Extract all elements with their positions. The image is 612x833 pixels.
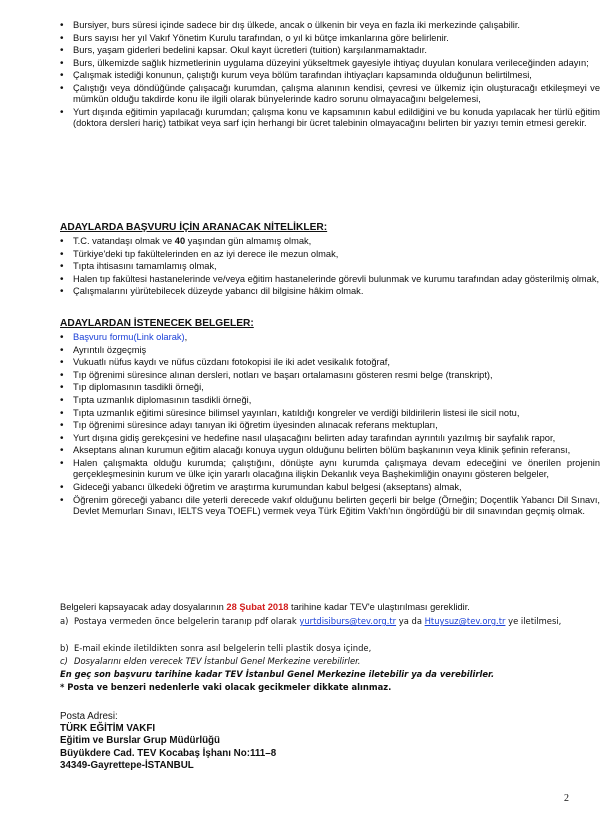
qualifications-list: [60, 236, 600, 299]
address-line: Eğitim ve Burslar Grup Müdürlüğü: [60, 735, 221, 747]
item-text: ,: [184, 332, 188, 342]
list-item: • Akseptans alınan kurumun eğitim alacağı konuya uygun olduğunu belirten bölüm başkanının veya klinik şefinin referansı,: [60, 445, 600, 456]
list-item: • Yurt dışına gidiş gerekçesini ve hedefine nasıl ulaşacağını belirten aday tarafından ayrıntılı yazılmış bir sayfalık rapor,: [60, 433, 600, 444]
list-item: • Tıpta ihtisasını tamamlamış olmak,: [60, 261, 600, 272]
documents-list: [60, 332, 600, 519]
option-text: E-mail ekinde iletildikten sonra asıl belgelerin telli plastik dosya içinde,: [74, 643, 372, 653]
list-item: • Halen tıp fakültesi hastanelerinde ve/veya eğitim hastanelerinde görevli bulunmak ve kurumu tarafından aday gösterilmiş olmak,: [60, 274, 600, 285]
final-deadline-note: En geç son başvuru tarihine kadar TEV İstanbul Genel Merkezine iletebilir ya da verebilirler.: [60, 669, 495, 679]
option-label: b): [60, 643, 69, 653]
list-item: • Ayrıntılı özgeçmiş: [60, 345, 600, 356]
list-item: • Halen çalışmakta olduğu kurumda; çalıştığını, dönüşte aynı kurumda çalışmaya devam edeceğini ve önerilen projenin gerçekleşmesinin kurum ve ülke için yararlı olacağına ilişkin Dekanlık veya Başhekimliğin onayını gösteren belgeler,: [60, 458, 600, 481]
option-label: a): [60, 616, 69, 626]
list-item: • Öğrenim göreceği yabancı dile yeterli derecede vakıf olduğunu belirten geçerli bir belge (Örneğin; Doçentlik Yabancı Dil Sınavı, Devlet Memurları Sınavı, IELTS veya TOEFL) vermek veya Türk Eğitim Vakfı'nın öngördüğü bir dil sınavından geçmiş olmak.: [60, 495, 600, 518]
email-link-yurtdisiburs[interactable]: yurtdisiburs@tev.org.tr: [299, 616, 397, 626]
address-line: 34349-Gayrettepe-İSTANBUL: [60, 759, 194, 771]
application-form-link[interactable]: Başvuru formu(Link olarak): [73, 332, 185, 342]
postal-address: [60, 711, 276, 772]
option-text: Dosyalarını elden verecek TEV İstanbul Genel Merkezine verebilirler.: [74, 656, 361, 666]
list-item: • Bursiyer, burs süresi içinde sadece bir dış ülkede, ancak o ülkenin bir veya en fazla iki merkezinde çalışabilir.: [60, 20, 600, 31]
list-item: • Tıp öğrenimi süresince adayı tanıyan iki öğretim üyesinden alınacak referans mektupları,: [60, 420, 600, 431]
list-item: • Burs, yaşam giderleri bedelini kapsar. Okul kayıt ücretleri (tuition) karşılanmamaktadır.: [60, 45, 600, 56]
submission-option-a: [60, 616, 600, 627]
qualifications-heading: ADAYLARDA BAŞVURU İÇİN ARANACAK NİTELİKLER:: [60, 222, 328, 233]
option-text: ye iletilmesi,: [505, 616, 562, 626]
list-item: • Tıpta uzmanlık diplomasının tasdikli örneği,: [60, 395, 600, 406]
address-line: TÜRK EĞİTİM VAKFI: [60, 723, 156, 735]
email-link-htuysuz[interactable]: Htuysuz@tev.org.tr: [424, 616, 506, 626]
deadline-text: Belgeleri kapsayacak aday dosyalarının: [60, 602, 227, 612]
documents-heading: ADAYLARDAN İSTENECEK BELGELER:: [60, 318, 254, 329]
list-item: • Yurt dışında eğitimin yapılacağı kurumdan; çalışma konu ve kapsamının kabul edildiğini ve bu konuda yapılacak her türlü eğitim (doktora dersleri hariç) tatbikat veya sarf için herhangi bir ücret talebinin olmayacağını belirten bir yazıyı temin etmesi gerekir.: [60, 107, 600, 130]
list-item: • Çalışmak istediği konunun, çalıştığı kurum veya bölüm tarafından ihtiyaçları kapsamında olduğunun belirtilmesi,: [60, 70, 600, 81]
deadline-text: tarihine kadar TEV'e ulaştırılması gereklidir.: [288, 602, 470, 612]
list-item: • Tıp diplomasının tasdikli örneği,: [60, 382, 600, 393]
submission-option-c: [60, 656, 600, 667]
deadline-date: 28 Şubat 2018: [226, 602, 289, 612]
scholarship-conditions-list: [60, 20, 600, 131]
submission-option-b: [60, 643, 600, 654]
item-text: yaşından gün almamış olmak,: [185, 236, 312, 246]
delay-disclaimer: * Posta ve benzeri nedenlerle vaki olacak gecikmeler dikkate alınmaz.: [60, 682, 392, 692]
age-limit: 40: [174, 236, 186, 246]
list-item: • Gideceği yabancı ülkedeki öğretim ve araştırma kurumundan kabul belgesi (akseptans) almak,: [60, 482, 600, 493]
list-item: • Çalışmalarını yürütebilecek düzeyde yabancı dil bilgisine hâkim olmak.: [60, 286, 600, 297]
list-item: • Türkiye'deki tıp fakültelerinden en az iyi derece ile mezun olmak,: [60, 249, 600, 260]
deadline-note: [60, 602, 600, 613]
list-item: • Çalıştığı veya döndüğünde çalışacağı kurumdan, çalışma alanının kendisi, çevresi ve ülkemiz için oluşturacağı etkileşmeyi ve mümkün olduğu takdirde konu ile ilgili olarak bünyelerinde kadro sorunu olmayacağını belgelemesi,: [60, 83, 600, 106]
list-item: [60, 236, 600, 247]
list-item: • Burs, ülkemizde sağlık hizmetlerinin uygulama düzeyini yükseltmek gayesiyle ihtiyaç duyulan konulara verileceğinden adayın;: [60, 58, 600, 69]
list-item: • Vukuatlı nüfus kaydı ve nüfus cüzdanı fotokopisi ile iki adet vesikalık fotoğraf,: [60, 357, 600, 368]
address-label: Posta Adresi:: [60, 711, 118, 722]
option-text: ya da: [396, 616, 425, 626]
list-item: [60, 332, 600, 343]
list-item: • Tıpta uzmanlık eğitimi süresince bilimsel yayınları, katıldığı kongreler ve verdiği bildirilerin listesi ile sicil notu,: [60, 408, 600, 419]
address-line: Büyükdere Cad. TEV Kocabaş İşhanı No:111–8: [60, 747, 277, 759]
option-label: c): [60, 656, 68, 666]
list-item: • Tıp öğrenimi süresince alınan dersleri, notları ve başarı ortalamasını gösteren resmi belge (transkript),: [60, 370, 600, 381]
list-item: • Burs sayısı her yıl Vakıf Yönetim Kurulu tarafından, o yıl ki bütçe imkanlarına göre belirlenir.: [60, 33, 600, 44]
item-text: T.C. vatandaşı olmak ve: [73, 236, 175, 246]
page-number: 2: [564, 793, 569, 804]
option-text: Postaya vermeden önce belgelerin taranıp pdf olarak: [74, 616, 300, 626]
